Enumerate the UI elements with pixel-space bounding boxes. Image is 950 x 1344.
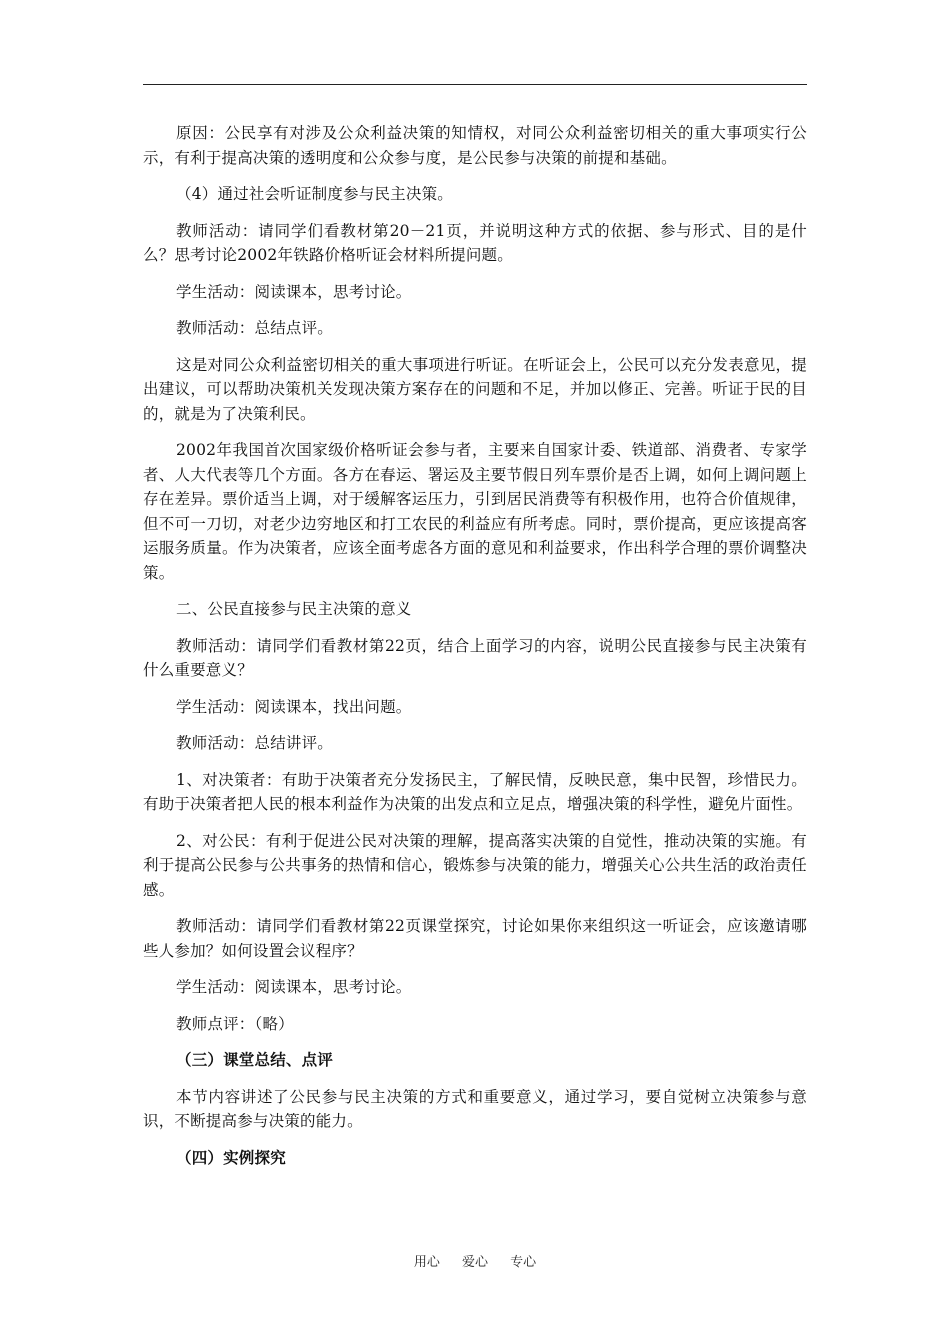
paragraph: 学生活动：阅读课本，找出问题。: [176, 697, 412, 716]
paragraph: 这是对同公众利益密切相关的重大事项进行听证。在听证会上，公民可以充分发表意见，提出建议，可以帮助决策机关发现决策方案存在的问题和不足，并加以修正、完善。听证于民的目的，就是为了决策利民。: [143, 355, 807, 423]
paragraph: 2002年我国首次国家级价格听证会参与者，主要来自国家计委、铁道部、消费者、专家学者、人大代表等几个方面。各方在春运、署运及主要节假日列车票价是否上调，如何上调问题上存在差异。票价适当上调，对于缓解客运压力，引到居民消费等有积极作用，也符合价值规律，但不可一刀切，对老少边穷地区和打工农民的利益应有所考虑。同时，票价提高，更应该提高客运服务质量。作为决策者，应该全面考虑各方面的意见和利益要求，作出科学合理的票价调整决策。: [143, 441, 807, 582]
paragraph: （4）通过社会听证制度参与民主决策。: [176, 185, 453, 203]
paragraph: 原因：公民享有对涉及公众利益决策的知情权，对同公众利益密切相关的重大事项实行公示，有利于提高决策的透明度和公众参与度，是公民参与决策的前提和基础。: [143, 124, 807, 167]
paragraph: 本节内容讲述了公民参与民主决策的方式和重要意义，通过学习，要自觉树立决策参与意识，不断提高参与决策的能力。: [143, 1087, 807, 1130]
paragraph: 1、对决策者：有助于决策者充分发扬民主，了解民情，反映民意，集中民智，珍惜民力。有助于决策者把人民的根本利益作为决策的出发点和立足点，增强决策的科学性，避免片面性。: [143, 770, 807, 813]
paragraph: 教师活动：总结讲评。: [176, 734, 334, 752]
paragraph: 学生活动：阅读课本，思考讨论。: [176, 978, 412, 996]
paragraph: 教师活动：请同学们看教材第22页课堂探究，讨论如果你来组织这一听证会，应该邀请哪些人参加？如何设置会议程序？: [143, 917, 807, 960]
paragraph: 教师点评：（略）: [176, 1014, 294, 1033]
paragraph: 教师活动：请同学们看教材第22页，结合上面学习的内容，说明公民直接参与民主决策有什么重要意义？: [143, 636, 807, 679]
paragraph: 教师活动：总结点评。: [176, 319, 334, 337]
header-rule: [143, 84, 807, 85]
paragraph: 学生活动：阅读课本，思考讨论。: [176, 282, 412, 301]
footer-item: 用心: [413, 1255, 440, 1270]
paragraph: 教师活动：请同学们看教材第20－21页，并说明这种方式的依据、参与形式、目的是什么？思考讨论2002年铁路价格听证会材料所提问题。: [143, 221, 807, 264]
section-heading: 二、公民直接参与民主决策的意义: [176, 600, 412, 618]
paragraph: 2、对公民：有利于促进公民对决策的理解，提高落实决策的自觉性，推动决策的实施。有利于提高公民参与公共事务的热情和信心，锻炼参与决策的能力，增强关心公共生活的政治责任感。: [143, 831, 807, 899]
page-footer: [0, 1251, 950, 1270]
footer-item: 爱心: [461, 1255, 488, 1270]
section-heading: （四）实例探究: [176, 1147, 286, 1167]
footer-item: 专心: [510, 1255, 537, 1270]
document-body: [143, 121, 807, 1182]
section-heading: （三）课堂总结、点评: [176, 1050, 334, 1069]
